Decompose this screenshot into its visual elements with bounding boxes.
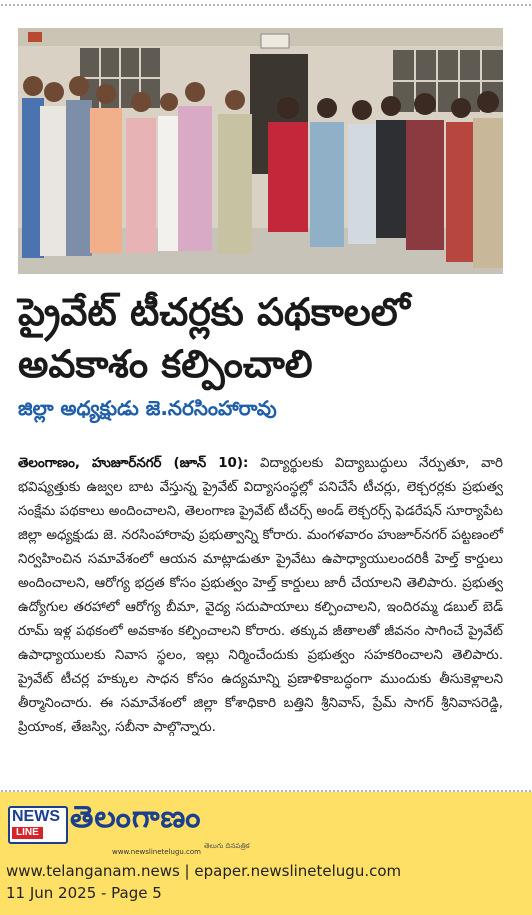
footer-date-page: 11 Jun 2025 - Page 5 <box>6 884 162 902</box>
brand-website: www.newslinetelugu.com <box>112 848 201 856</box>
logo-line-text: LINE <box>12 827 43 839</box>
headline <box>18 286 518 390</box>
brand-name: తెలంగాణం <box>70 800 202 835</box>
article-body <box>18 452 503 740</box>
subheadline: జిల్లా అధ్యక్షుడు జె.నరసింహారావు <box>18 396 277 420</box>
article-photo <box>18 28 503 274</box>
footer-urls: www.telanganam.news | epaper.newslinetelugu.com <box>6 862 402 880</box>
body-text: విద్యార్థులకు విద్యాబుద్ధులు నేర్పుతూ, వారి భవిష్యత్తుకు ఉజ్వల బాట వేస్తున్న ప్రైవేట్ విద్యాసంస్థల్లో పనిచేసే టీచర్లు, లెక్చరర్లకు ప్రభుత్వ సంక్షేమ పథకాలు అందించాలని, తెలంగాణ ప్రైవేట్ టీచర్స్ అండ్ లెక్చరర్స్ ఫెడరేషన్ సూర్యాపేట జిల్లా అధ్యక్షుడు జె. నరసింహారావు ప్రభుత్వాన్ని కోరారు. మంగళవారం హుజూర్‌నగర్ పట్టణంలో నిర్వహించిన సమావేశంలో ఆయన మాట్లాడుతూ ప్రైవేటు ఉపాధ్యాయులందరికీ హెల్త్ కార్డులు అందించాలని, ఆరోగ్య భద్రత కోసం ప్రభుత్వం హెల్త్ కార్డులు జారీ చేయాలని తెలిపారు. ప్రభుత్వ ఉద్యోగుల తరహాలో ఆరోగ్య బీమా, వైద్య సదుపాయాలు కల్పించాలని, ఇందిరమ్మ డబుల్ బెడ్ రూమ్ ఇళ్ల పథకంలో అవకాశం కల్పించాలని కోరారు. తక్కువ జీతాలతో జీవనం సాగించే ప్రైవేట్ ఉపాధ్యాయులకు నివాస స్థలం, ఇల్లు నిర్మించేందుకు ప్రభుత్వం సహకరించాలని తెలిపారు. ప్రైవేట్ టీచర్ల హక్కుల సాధన కోసం ఉద్యమాన్ని ప్రణాళికాబద్ధంగా ముందుకు తీసుకెళ్లాలని తీర్మానించారు. ఈ సమావేశంలో జిల్లా కోశాధికారి బత్తిని శ్రీనివాస్, ప్రేమ్ సాగర్ శ్రీనివాసరెడ్డి, ప్రియాంక, తేజస్వి, సబీనా పాల్గొన్నారు. <box>18 456 503 735</box>
brand-tagline: తెలుగు దినపత్రిక <box>204 842 250 850</box>
headline-line-1: ప్రైవేట్ టీచర్లకు పథకాలలో <box>18 290 410 334</box>
headline-line-2: అవకాశం కల్పించాలి <box>18 342 313 386</box>
newsline-logo <box>8 806 68 844</box>
footer <box>0 792 532 915</box>
logo-news-text: NEWS <box>12 808 60 825</box>
dateline: తెలంగాణం, హుజూర్‌నగర్ (జూన్ 10): <box>18 456 249 471</box>
top-divider <box>0 4 532 6</box>
